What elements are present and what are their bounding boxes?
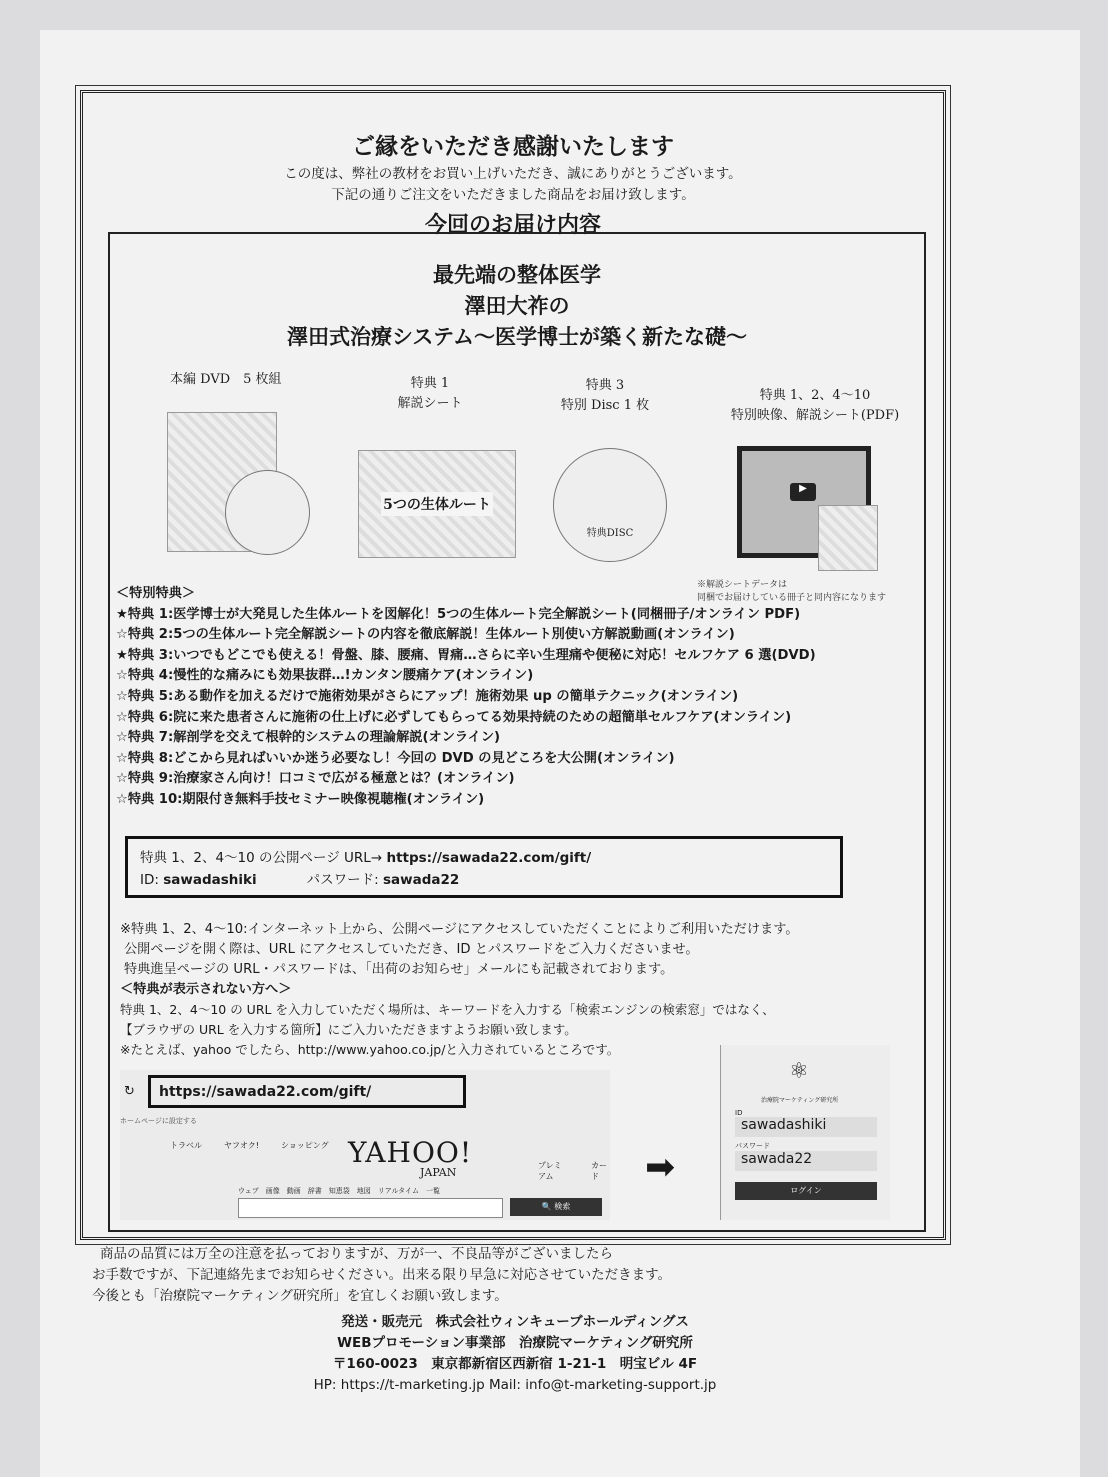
product-title-line: 最先端の整体医学 (433, 263, 601, 287)
yahoo-icons-right: プレミアム カード (538, 1161, 607, 1181)
bonus-item: ☆特典 9:治療家さん向け！口コミで広がる極意とは？(オンライン) (116, 771, 515, 787)
item-label: 特典 1 解説シート (397, 376, 463, 411)
bonus-disc-image: 特典DISC (553, 448, 667, 562)
login-example: ⚛ 治療院マーケティング研究所 ID sawadashiki パスワード sawada22 ログイン (720, 1045, 890, 1220)
org-logo-icon: ⚛ (789, 1059, 809, 1084)
homepage-link[interactable]: ホームページに設定する (120, 1117, 197, 1125)
search-input[interactable] (238, 1198, 503, 1218)
greeting-title: ご縁をいただき感謝いたします (352, 134, 674, 160)
reload-icon: ↻ (124, 1084, 135, 1099)
item-label: 特典 1、2、4〜10 特別映像、解説シート(PDF) (730, 388, 900, 423)
bonus-item: ☆特典 4:慢性的な痛みにも効果抜群…!カンタン腰痛ケア(オンライン) (116, 668, 534, 684)
bonus-item: ☆特典 8:どこから見ればいいか迷う必要なし！今回の DVD の見どころを大公開(オンライン) (116, 750, 675, 766)
arrow-right-icon: ➡ (645, 1147, 676, 1188)
section-title: 今回のお届け内容 (424, 213, 601, 238)
footer-message: 商品の品質には万全の注意を払っておりますが、万が一、不良品等がございましたら お手数ですが、下記連絡先までお知らせください。出来る限り早急に対応させていただきます。 今後とも「治療院マーケティング研究所」を宜しくお願い致します。 (92, 1246, 672, 1304)
pdf-note: ※解説シートデータは 同梱でお届けしている冊子と同内容になります (697, 580, 887, 603)
login-password-field[interactable]: sawada22 (735, 1151, 877, 1171)
access-notes: ※特典 1、2、4〜10:インターネット上から、公開ページにアクセスしていただくことによりご利用いただけます。 公開ページを開く際は、URL にアクセスしていただき、ID とパスワードをご入力くださいませ。 特典進呈ページの URL・パスワードは、「出荷のお知らせ」メールにも記載されております。 ＜特典が表示されない方へ＞ 特典 1、2、4〜10 の URL を入力していただく場所は、キーワードを入力する「検索エンジンの検索窓」ではなく、 【ブラウザの URL を入力する箇所】にご入力いただきますようお願い致します。 ※たとえば、yahoo でしたら、http://www.yahoo.co.jp/と入力されているところです。 (120, 922, 799, 1057)
bonus-heading: ＜特別特典＞ (116, 586, 196, 601)
search-tabs: ウェブ 画像 動画 辞書 知恵袋 地図 リアルタイム 一覧 (238, 1187, 441, 1195)
dvd-disc-image (225, 470, 310, 555)
item-label: 本編 DVD 5 枚組 (170, 372, 282, 387)
bonus-item: ☆特典 5:ある動作を加えるだけで施術効果がさらにアップ！施術効果 up の簡単テクニック(オンライン) (116, 688, 739, 704)
yahoo-icons: トラベル ヤフオク! ショッピング (170, 1141, 329, 1150)
login-button[interactable]: ログイン (735, 1182, 877, 1200)
bonus-item: ☆特典 7:解剖学を交えて根幹的システムの理論解説(オンライン) (116, 730, 501, 746)
id-value: sawadashiki (163, 872, 257, 888)
greeting-line: この度は、弊社の教材をお買い上げいただき、誠にありがとうございます。 (284, 166, 742, 182)
browser-example (120, 1070, 610, 1220)
guide-sheet-image: 5つの生体ルート (358, 450, 516, 558)
play-icon: ▶ (790, 483, 816, 501)
org-name: 治療院マーケティング研究所 (761, 1097, 839, 1104)
bonus-item: ☆特典 6:院に来た患者さんに施術の仕上げに必ずしてもらってる効果持続のための超簡単セルフケア(オンライン) (116, 709, 792, 725)
yahoo-logo: YAHOO! (348, 1136, 473, 1169)
search-button[interactable]: 🔍 検索 (510, 1198, 602, 1216)
login-id-field[interactable]: sawadashiki (735, 1117, 877, 1137)
pdf-sheet-image (818, 505, 878, 571)
bonus-item: ★特典 3:いつでもどこでも使える！骨盤、膝、腰痛、胃痛…さらに辛い生理痛や便秘に対応！セルフケア 6 選(DVD) (116, 647, 816, 663)
item-label: 特典 3 特別 Disc 1 枚 (560, 378, 650, 413)
bonus-item: ☆特典 2:5つの生体ルート完全解説シートの内容を徹底解説！生体ルート別使い方解説動画(オンライン) (116, 627, 735, 643)
bonus-item: ★特典 1:医学博士が大発見した生体ルートを図解化！5つの生体ルート完全解説シート(同梱冊子/オンライン PDF) (116, 606, 801, 622)
bonus-item: ☆特典 10:期限付き無料手技セミナー映像視聴権(オンライン) (116, 791, 485, 807)
url-bar[interactable]: https://sawada22.com/gift/ (148, 1075, 466, 1108)
password-value: sawada22 (382, 872, 460, 888)
product-title-line: 澤田大祚の (464, 294, 570, 318)
bonus-list (116, 584, 816, 811)
product-title-line: 澤田式治療システム〜医学博士が築く新たな礎〜 (287, 325, 747, 349)
greeting-line: 下記の通りご注文をいただきました商品をお届け致します。 (331, 187, 695, 203)
company-info: 発送・販売元 株式会社ウィンキューブホールディングス WEBプロモーション事業部 治療院マーケティング研究所 〒160-0023 東京都新宿区西新宿 1-21-1 明宝ビル 4F HP: https://t-marketing.jp Mail: info@t-marketing-support.jp (313, 1314, 717, 1393)
product-title (108, 260, 926, 353)
gift-url[interactable]: https://sawada22.com/gift/ (386, 850, 592, 866)
yahoo-logo-sub: JAPAN (420, 1166, 457, 1179)
access-info-box: 特典 1、2、4〜10 の公開ページ URL→ https://sawada22.com/gift/ ID: sawadashiki パスワード: sawada22 (125, 836, 843, 898)
